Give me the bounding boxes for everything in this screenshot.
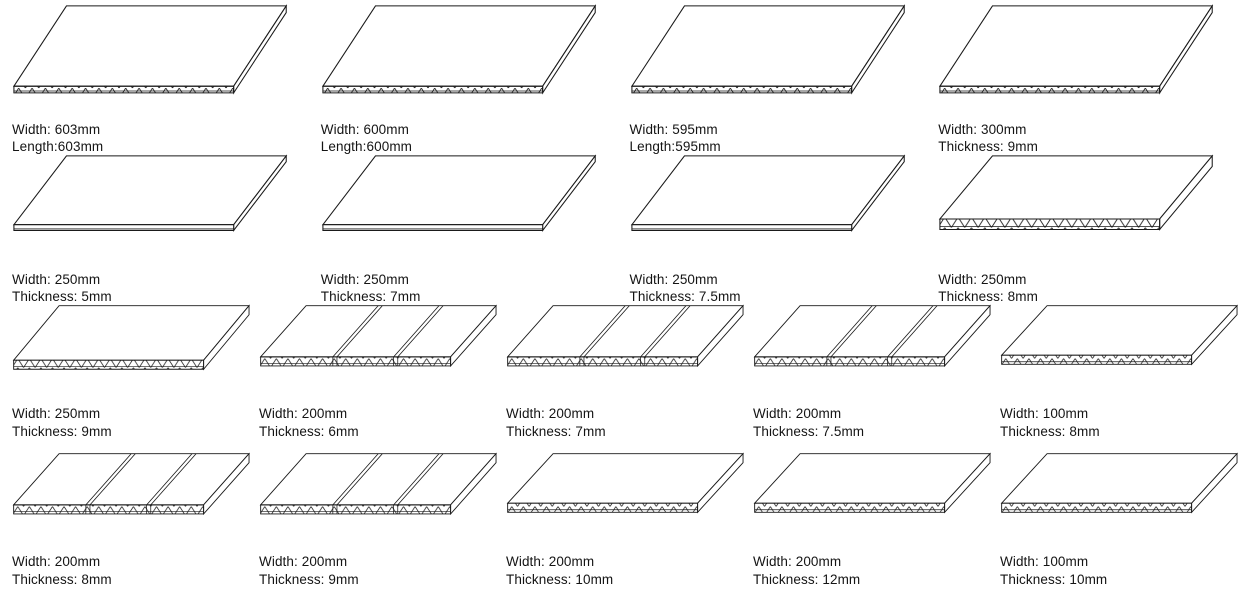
panel-label-group <box>506 553 743 589</box>
panel-dimension-label: Thickness: 9mm <box>259 571 359 587</box>
panel-width-label: Width: 100mm <box>1000 406 1089 422</box>
panel-width-label: Width: 200mm <box>259 406 348 422</box>
panel-dimension-label: Thickness: 7.5mm <box>629 289 741 305</box>
panel-label-group <box>12 405 249 441</box>
panel-illustration <box>12 154 270 269</box>
panel-item <box>12 154 311 306</box>
panel-illustration <box>938 4 1196 119</box>
panel-illustration <box>630 4 888 119</box>
panel-dimension-label: Thickness: 8mm <box>938 289 1038 305</box>
panel-width-label: Width: 200mm <box>753 406 842 422</box>
panel-item <box>12 304 249 441</box>
panel-item <box>12 4 311 156</box>
panel-dimension-label: Thickness: 7mm <box>506 423 606 439</box>
panel-item <box>938 154 1237 306</box>
panel-width-label: Width: 250mm <box>320 271 409 287</box>
panel-illustration <box>321 4 579 119</box>
panel-width-label: Width: 300mm <box>938 121 1027 137</box>
panel-illustration <box>321 154 579 269</box>
panel-label-group <box>12 121 311 157</box>
panel-dimension-label: Length:603mm <box>12 139 104 155</box>
panel-item <box>1000 452 1237 589</box>
panel-dimension-label: Thickness: 10mm <box>506 571 614 587</box>
panel-item <box>753 304 990 441</box>
panel-dimension-label: Thickness: 12mm <box>753 571 861 587</box>
panel-label-group <box>1000 553 1237 589</box>
panel-item <box>506 452 743 589</box>
panel-width-label: Width: 200mm <box>506 406 595 422</box>
panel-illustration <box>12 304 235 403</box>
panel-dimension-label: Thickness: 9mm <box>938 139 1038 155</box>
panel-illustration <box>938 154 1196 269</box>
panel-dimension-label: Thickness: 10mm <box>1000 571 1108 587</box>
panel-width-label: Width: 250mm <box>629 271 718 287</box>
panel-dimension-label: Thickness: 5mm <box>12 289 112 305</box>
panel-width-label: Width: 200mm <box>753 554 842 570</box>
panel-item <box>1000 304 1237 441</box>
panel-illustration <box>259 452 482 551</box>
panel-width-label: Width: 595mm <box>629 121 718 137</box>
panel-label-group <box>938 271 1237 307</box>
panel-illustration <box>12 4 270 119</box>
panel-illustration <box>753 304 976 403</box>
panel-item <box>12 452 249 589</box>
panel-label-group <box>753 553 990 589</box>
panel-item <box>938 4 1237 156</box>
panel-label-group <box>938 121 1237 157</box>
panel-label-group <box>12 553 249 589</box>
panel-illustration <box>259 304 482 403</box>
panel-label-group <box>12 271 311 307</box>
panel-illustration <box>630 154 888 269</box>
panel-width-label: Width: 100mm <box>1000 554 1089 570</box>
panel-width-label: Width: 250mm <box>12 406 101 422</box>
panel-dimension-label: Length:595mm <box>629 139 721 155</box>
panel-dimension-label: Thickness: 6mm <box>259 423 359 439</box>
panel-illustration <box>12 452 235 551</box>
panel-label-group <box>259 553 496 589</box>
panel-label-group <box>506 405 743 441</box>
panel-label-group <box>321 121 620 157</box>
panel-dimension-label: Thickness: 7.5mm <box>753 423 865 439</box>
panel-label-group <box>753 405 990 441</box>
panel-width-label: Width: 200mm <box>259 554 348 570</box>
panel-item <box>506 304 743 441</box>
panel-item <box>259 304 496 441</box>
panel-item <box>753 452 990 589</box>
panel-item <box>259 452 496 589</box>
panel-dimension-label: Thickness: 7mm <box>320 289 421 305</box>
panel-illustration <box>506 304 729 403</box>
panel-width-label: Width: 250mm <box>938 271 1027 287</box>
panel-item <box>630 4 929 156</box>
panel-label-group <box>630 271 929 307</box>
panel-illustration <box>506 452 729 551</box>
panel-width-label: Width: 200mm <box>12 554 101 570</box>
panel-illustration <box>753 452 976 551</box>
panel-dimension-label: Thickness: 9mm <box>12 423 112 439</box>
panel-dimension-label: Thickness: 8mm <box>12 571 112 587</box>
panel-label-group <box>321 271 620 307</box>
panel-width-label: Width: 600mm <box>320 121 409 137</box>
panel-label-group <box>1000 405 1237 441</box>
panel-item <box>321 154 620 306</box>
panel-dimension-label: Length:600mm <box>320 139 413 155</box>
panel-item <box>630 154 929 306</box>
panel-illustration <box>1000 452 1223 551</box>
panel-width-label: Width: 250mm <box>12 271 101 287</box>
panel-illustration <box>1000 304 1223 403</box>
panel-item <box>321 4 620 156</box>
panel-label-group <box>259 405 496 441</box>
panel-width-label: Width: 200mm <box>506 554 595 570</box>
panel-width-label: Width: 603mm <box>12 121 101 137</box>
panel-dimension-label: Thickness: 8mm <box>1000 423 1100 439</box>
panel-label-group <box>630 121 929 157</box>
